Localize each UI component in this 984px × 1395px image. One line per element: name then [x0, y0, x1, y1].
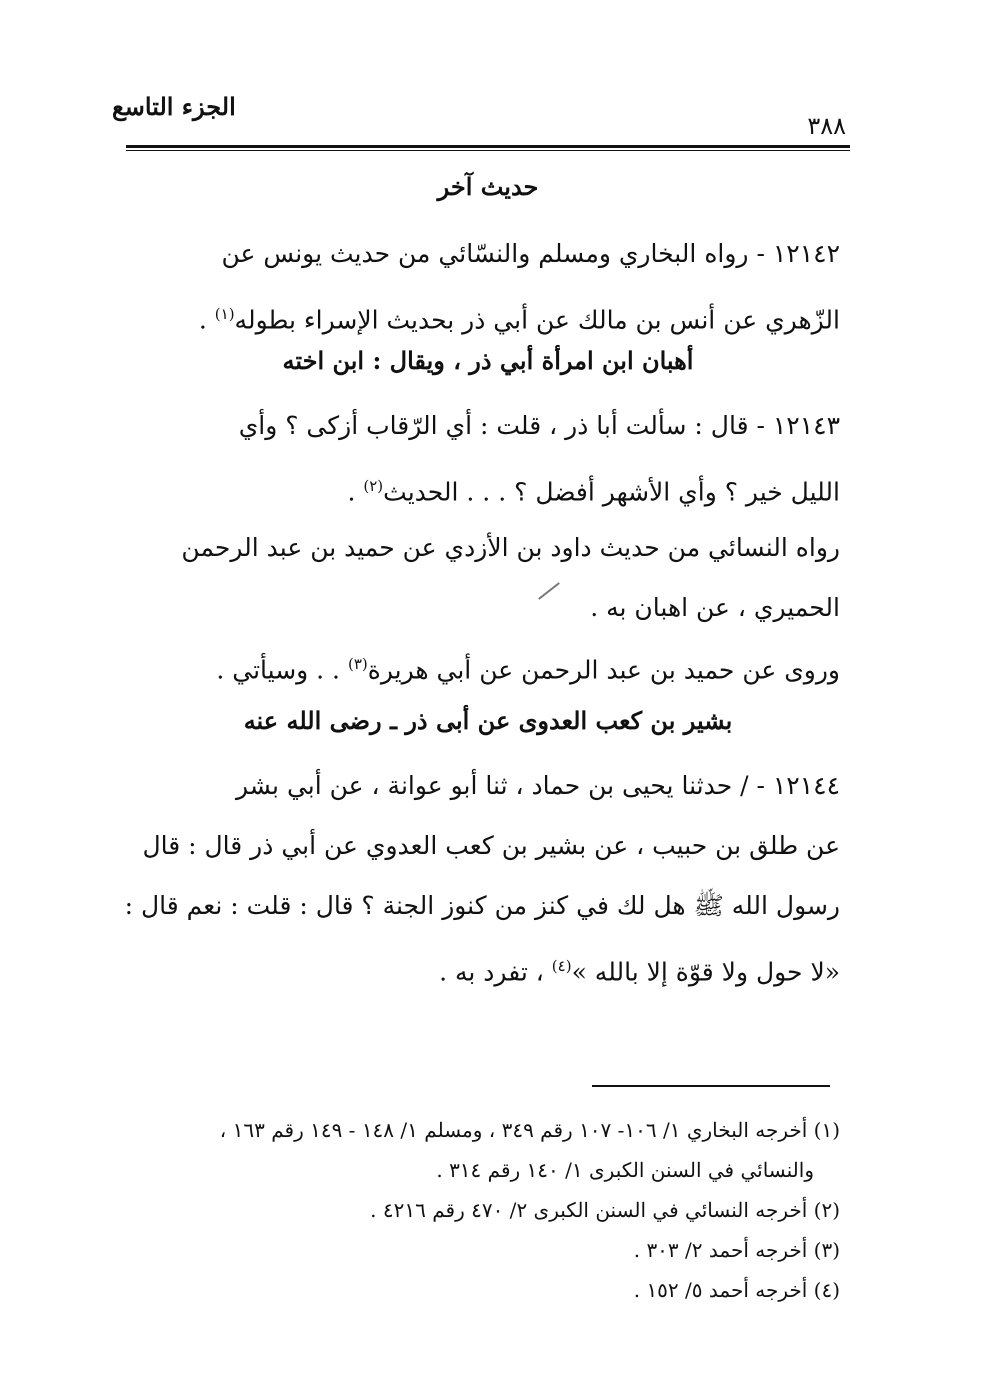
footnote-separator [592, 1085, 830, 1087]
footnote-4: (٤) أخرجه أحمد ٥/ ١٥٢ . [633, 1278, 840, 1302]
paragraph-line: الحميري ، عن اهبان به . [590, 593, 840, 622]
paragraph-line: رسول الله ﷺ هل لك في كنز من كنوز الجنة ؟ قال : قلت : نعم قال : [124, 891, 840, 920]
paragraph-line: الليل خير ؟ وأي الأشهر أفضل ؟ . . . الحديث$^{(٢)}$ . [347, 477, 840, 507]
footnotes [126, 1110, 840, 1310]
footnote-1: (١) أخرجه البخاري ١/ ١٠٦- ١٠٧ رقم ٣٤٩ ، ومسلم ١/ ١٤٨ - ١٤٩ رقم ١٦٣ ، [219, 1118, 840, 1142]
paragraph-nasai-note [126, 518, 840, 638]
footnote-ref-1: (١) [214, 305, 235, 323]
paragraph-abu-huraira [126, 634, 840, 694]
section-heading-2: أهبان ابن امرأة أبي ذر ، ويقال : ابن اخته [282, 346, 694, 375]
paragraph-line: ١٢١٤٣ - قال : سألت أبا ذر ، قلت : أي الرّقاب أزكى ؟ وأي [238, 411, 840, 440]
paragraph-line: الزّهري عن أنس بن مالك عن أبي ذر بحديث الإسراء بطوله$^{(١)}$ . [198, 305, 840, 335]
paragraph-12144 [126, 756, 840, 996]
paragraph-line: عن طلق بن حبيب ، عن بشير بن كعب العدوي عن أبي ذر قال : قال [142, 831, 840, 860]
footnote-2: (٢) أخرجه النسائي في السنن الكبرى ٢/ ٤٧٠ رقم ٤٢١٦ . [370, 1198, 840, 1222]
volume-label: الجزء التاسع [112, 92, 236, 121]
footnote-ref-4: (٤) [551, 957, 572, 975]
paragraph-line: ١٢١٤٢ - رواه البخاري ومسلم والنسّائي من حديث يونس عن [221, 239, 840, 268]
section-heading-3: بشير بن كعب العدوى عن أبى ذر ـ رضى الله عنه [243, 706, 733, 735]
footnote-3: (٣) أخرجه أحمد ٢/ ٣٠٣ . [633, 1238, 840, 1262]
footnote-ref-3: (٣) [347, 655, 368, 673]
footnote-1-continued: والنسائي في السنن الكبرى ١/ ١٤٠ رقم ٣١٤ . [436, 1158, 814, 1182]
header-rule [126, 145, 850, 148]
section-heading-1: حديث آخر [437, 172, 539, 201]
paragraph-line: «لا حول ولا قوّة إلا بالله »$^{(٤)}$ ، تفرد به . [439, 957, 840, 987]
paragraph-12142 [126, 224, 840, 344]
footnote-ref-2: (٢) [363, 477, 384, 495]
paragraph-line: وروى عن حميد بن عبد الرحمن عن أبي هريرة$^{(٣)}$ . . وسيأتي . [216, 655, 840, 685]
paragraph-12143 [126, 396, 840, 516]
header-rule-thin [126, 150, 850, 151]
page-number: ٣٨٨ [807, 112, 846, 140]
paragraph-line: ١٢١٤٤ - / حدثنا يحيى بن حماد ، ثنا أبو عوانة ، عن أبي بشر [235, 771, 840, 800]
paragraph-line: رواه النسائي من حديث داود بن الأزدي عن حميد بن عبد الرحمن [181, 533, 840, 562]
